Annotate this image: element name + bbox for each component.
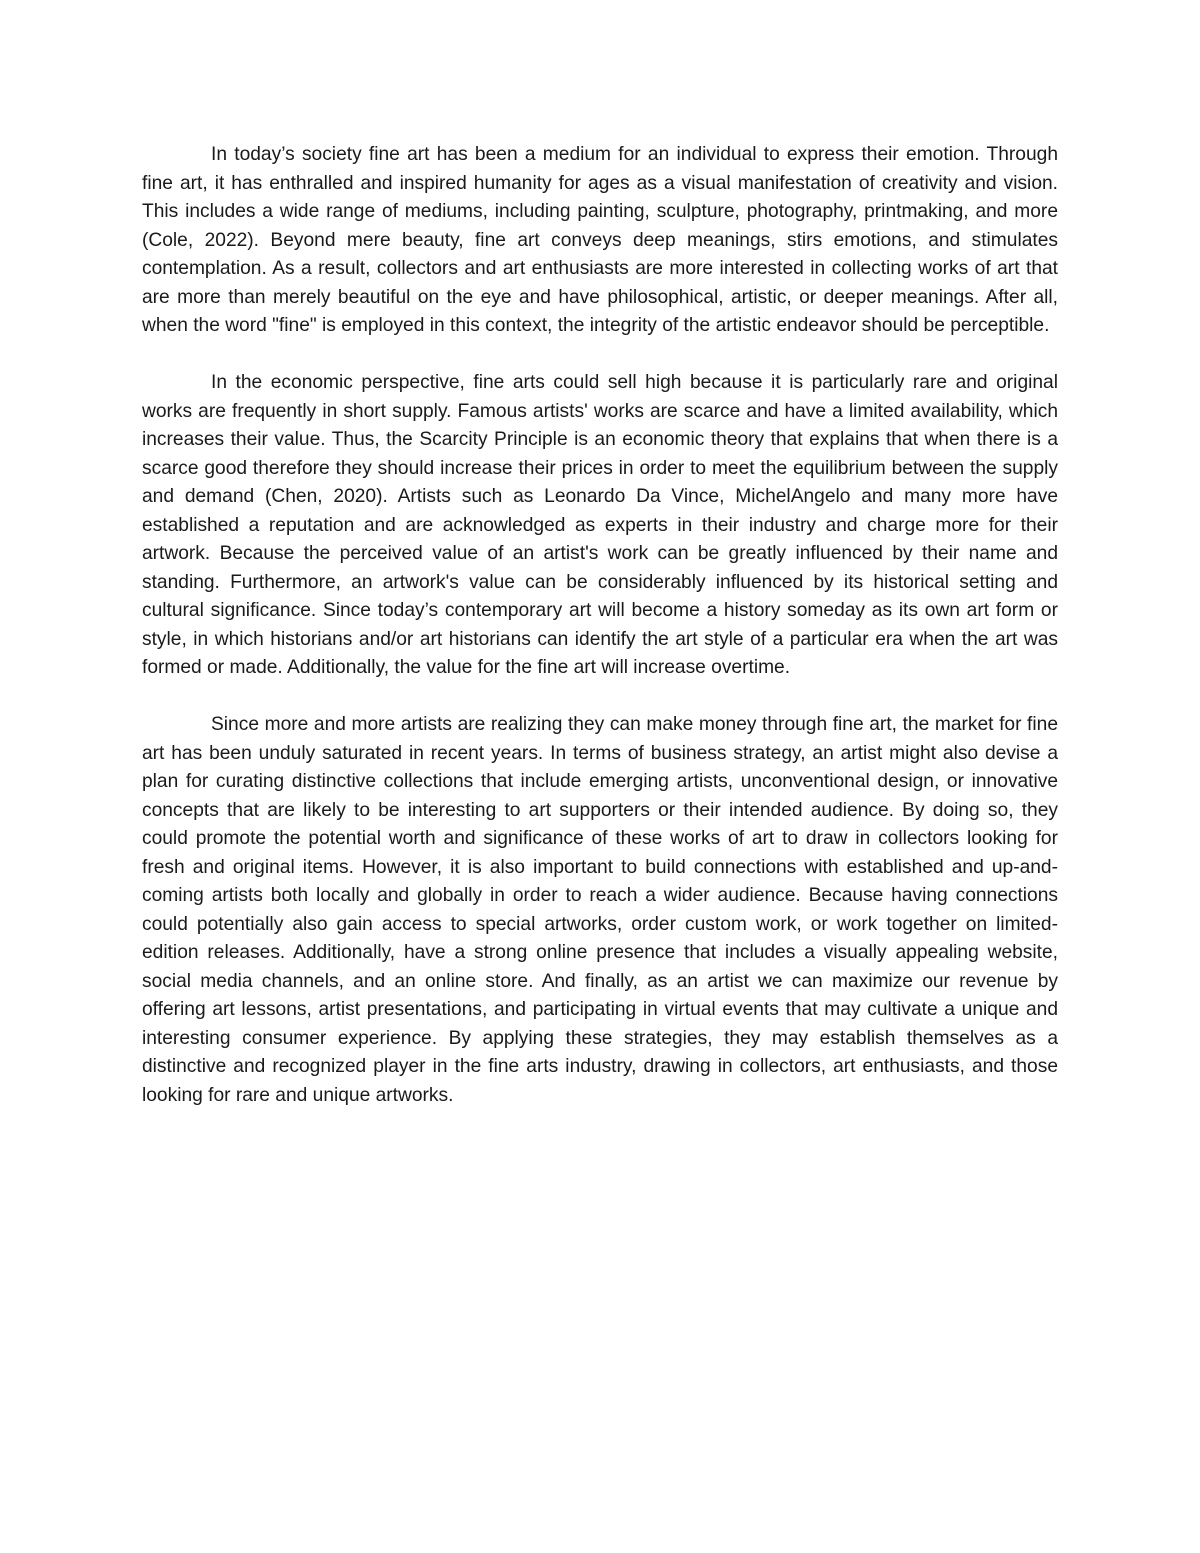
paragraph-fine-art-expression: In today’s society fine art has been a medium for an individual to express their emotion. Through fine art, it has enthralled and inspired humanity for ages as a visual manifestation of creativity and vision. This includes a wide range of mediums, including painting, sculpture, photography, printmaking, and more (Cole, 2022). Beyond mere beauty, fine art conveys deep meanings, stirs emotions, and stimulates contemplation. As a result, collectors and art enthusiasts are more interested in collecting works of art that are more than merely beautiful on the eye and have philosophical, artistic, or deeper meanings. After all, when the word "fine" is employed in this context, the integrity of the artistic endeavor should be perceptible. xyxy=(142,144,1058,336)
document-body xyxy=(142,141,1058,1110)
paragraph-business-strategy: Since more and more artists are realizing they can make money through fine art, the market for fine art has been unduly saturated in recent years. In terms of business strategy, an artist might also devise a plan for curating distinctive collections that include emerging artists, unconventional design, or innovative concepts that are likely to be interesting to art supporters or their intended audience. By doing so, they could promote the potential worth and significance of these works of art to draw in collectors looking for fresh and original items. However, it is also important to build connections with established and up-and-coming artists both locally and globally in order to reach a wider audience. Because having connections could potentially also gain access to special artworks, order custom work, or work together on limited-edition releases. Additionally, have a strong online presence that includes a visually appealing website, social media channels, and an online store. And finally, as an artist we can maximize our revenue by offering art lessons, artist presentations, and participating in virtual events that may cultivate a unique and interesting consumer experience. By applying these strategies, they may establish themselves as a distinctive and recognized player in the fine arts industry, drawing in collectors, art enthusiasts, and those looking for rare and unique artworks. xyxy=(142,714,1058,1106)
paragraph-economic-perspective: In the economic perspective, fine arts could sell high because it is particularly rare and original works are frequently in short supply. Famous artists' works are scarce and have a limited availability, which increases their value. Thus, the Scarcity Principle is an economic theory that explains that when there is a scarce good therefore they should increase their prices in order to meet the equilibrium between the supply and demand (Chen, 2020). Artists such as Leonardo Da Vince, MichelAngelo and many more have established a reputation and are acknowledged as experts in their industry and charge more for their artwork. Because the perceived value of an artist's work can be greatly influenced by their name and standing. Furthermore, an artwork's value can be considerably influenced by its historical setting and cultural significance. Since today’s contemporary art will become a history someday as its own art form or style, in which historians and/or art historians can identify the art style of a particular era when the art was formed or made. Additionally, the value for the fine art will increase overtime. xyxy=(142,372,1058,678)
